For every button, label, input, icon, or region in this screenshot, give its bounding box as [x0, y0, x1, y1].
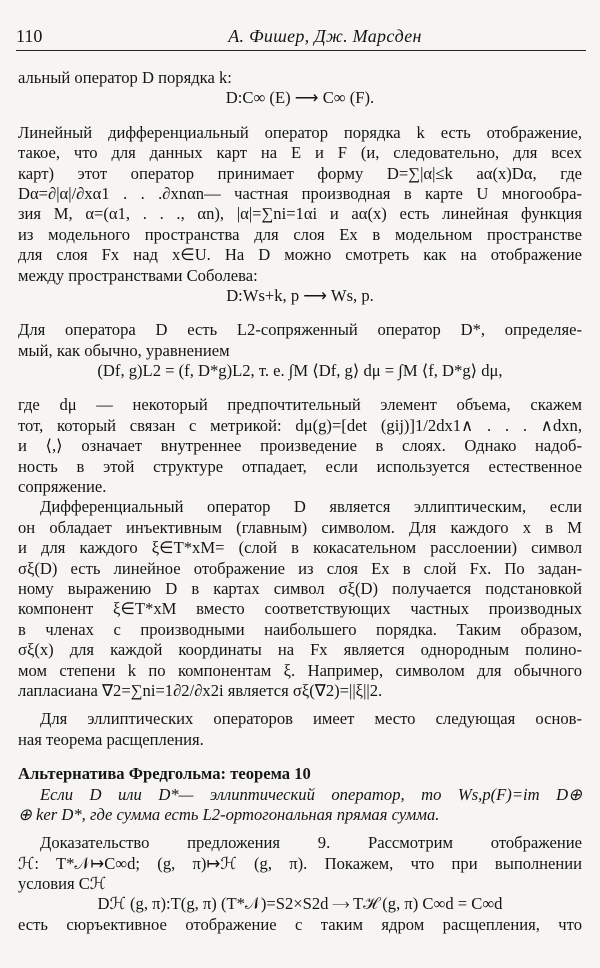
text-line: ность в этой структуре отпадает, если используется естественное	[18, 456, 582, 476]
spacer	[18, 825, 582, 833]
text-line: σξ(x) для каждой координаты на Fx является однородным полино-	[18, 640, 582, 660]
page-body-text	[18, 68, 582, 935]
text-line: для слоя Fx над x∈U. На D можно смотреть как на отображение	[18, 245, 582, 265]
text-line: из модельного пространства для слоя Ex в модельном пространстве	[18, 224, 582, 244]
spacer	[18, 381, 582, 395]
text-line: D:Ws+k, p ⟶ Ws, p.	[226, 285, 374, 305]
text-line: Dα=∂|α|/∂xα1 . . .∂xnαn— частная производная в карте U многообра-	[18, 183, 582, 203]
text-line: компонент ξ∈T*xM вместо соответствующих частных производных	[18, 599, 582, 619]
text-line: где dμ — некоторый предпочтительный элемент объема, скажем	[18, 395, 582, 415]
text-line: есть сюръективное отображение с таким ядром расщепления, что	[18, 914, 582, 934]
text-line: лапласиана ∇2=∑ni=1∂2/∂x2i является σξ(∇2)=||ξ||2.	[18, 680, 383, 700]
text-line: мый, как обычно, уравнением	[18, 340, 230, 360]
text-line: Dℋ (g, π):T(g, π) (T*𝒩)=S2×S2d ⟶ Tℋ (g, π) C∞d = C∞d	[97, 894, 503, 914]
page-number: 110	[16, 26, 43, 46]
text-line: σξ(D) есть линейное отображение из слоя Ex в слой Fx. По задан-	[18, 558, 582, 578]
text-line: ная теорема расщепления.	[18, 729, 204, 749]
text-line: и для каждого ξ∈T*xM= (слой в кокасательном расслоении) символ	[18, 538, 582, 558]
text-line: Для эллиптических операторов имеет место следующая основ-	[40, 709, 582, 729]
text-line: он обладает инъективным (главным) символом. Для каждого x в M	[18, 517, 582, 537]
text-line: сопряжение.	[18, 477, 107, 497]
running-header	[16, 26, 586, 51]
text-line: ⊕ ker D*, где сумма есть L2-ортогональная прямая сумма.	[18, 804, 440, 824]
spacer	[18, 701, 582, 709]
text-line: между пространствами Соболева:	[18, 265, 258, 285]
text-line: в членах с производными наибольшего порядка. Таким образом,	[18, 619, 582, 639]
text-line: зия M, α=(α1, . . ., αn), |α|=∑ni=1αi и aα(x) есть линейная функция	[18, 204, 582, 224]
text-line: альный оператор D порядка k:	[18, 68, 232, 87]
text-line: D:C∞ (E) ⟶ C∞ (F).	[225, 88, 375, 108]
spacer	[18, 750, 582, 764]
running-title: А. Фишер, Дж. Марсден	[228, 26, 422, 46]
text-line: Для оператора D есть L2-сопряженный оператор D*, определяе-	[18, 320, 582, 340]
text-line: ному выражению D в картах символ σξ(D) получается подстановкой	[18, 578, 582, 598]
text-line: Линейный дифференциальный оператор порядка k есть отображение,	[18, 122, 582, 142]
spacer	[18, 306, 582, 320]
text-line: мом степени k по компонентам ξ. Например, символом для обычного	[18, 660, 582, 680]
text-line: условия Cℋ	[18, 874, 107, 894]
text-line: такое, что для данных карт на E и F (и, следовательно, для всех	[18, 143, 582, 163]
text-line: Альтернатива Фредгольма: теорема 10	[18, 764, 311, 784]
text-line: Если D или D*— эллиптический оператор, то Ws,p(F)=im D⊕	[40, 784, 582, 804]
text-line: ℋ: T*𝒩↦C∞d; (g, π)↦ℋ (g, π). Покажем, что при выполнении	[18, 853, 582, 873]
text-line: и ⟨,⟩ означает внутреннее произведение в слоях. Однако надоб-	[18, 436, 582, 456]
spacer	[18, 109, 582, 123]
text-line: Доказательство предложения 9. Рассмотрим отображение	[40, 833, 582, 853]
text-line: тот, который связан с метрикой: dμ(g)=[det (gij)]1/2dx1∧ . . . ∧dxn,	[18, 415, 582, 435]
text-line: (Df, g)L2 = (f, D*g)L2, т. е. ∫M ⟨Df, g⟩ dμ = ∫M ⟨f, D*g⟩ dμ,	[97, 361, 503, 381]
text-line: карт) этот оператор принимает форму D=∑|α|≤k aα(x)Dα, где	[18, 163, 582, 183]
text-line: Дифференциальный оператор D является эллиптическим, если	[40, 497, 582, 517]
